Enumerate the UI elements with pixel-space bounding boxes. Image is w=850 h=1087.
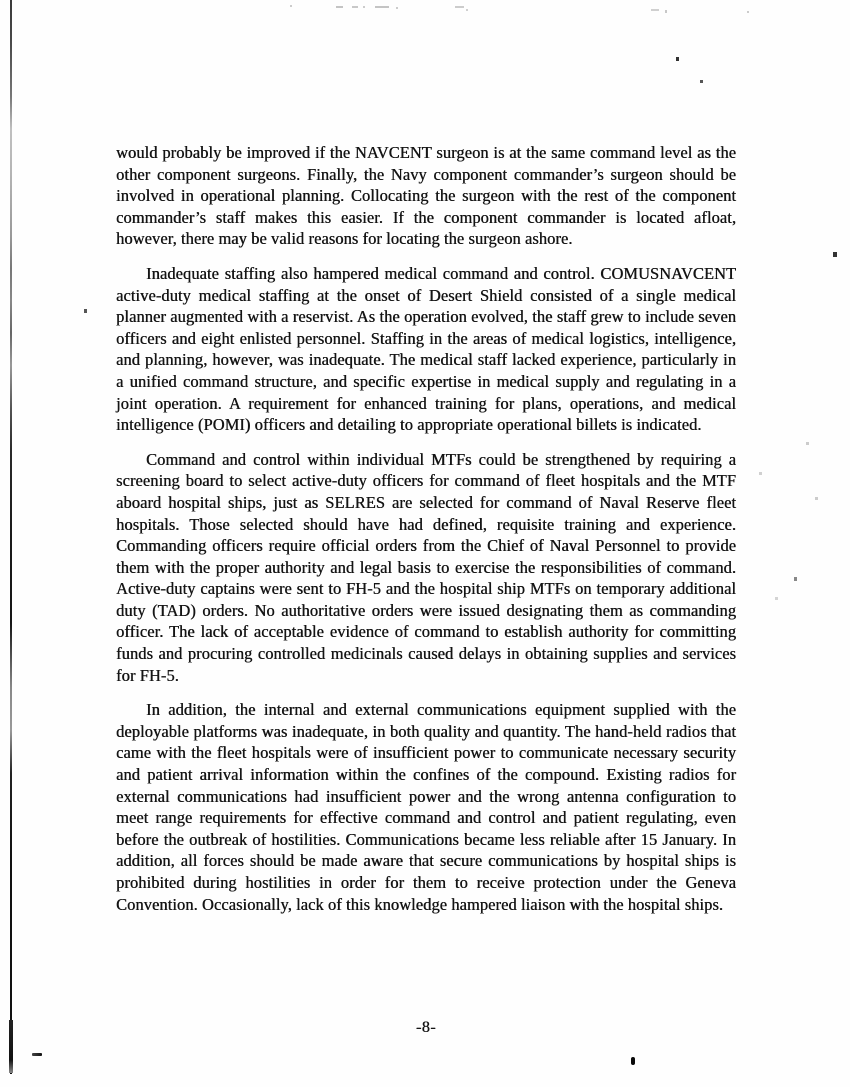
- scan-speck: [759, 472, 762, 475]
- body-text: [116, 142, 736, 928]
- scan-speck: [815, 497, 818, 500]
- scan-speck: [651, 9, 659, 11]
- scan-speck: [455, 6, 464, 8]
- scan-blot-artifact: [631, 1057, 635, 1065]
- scan-speck: [352, 6, 358, 8]
- scan-speck: [290, 5, 292, 7]
- scan-speck: [700, 80, 703, 83]
- scan-speck: [747, 11, 749, 13]
- scan-speck: [375, 6, 389, 8]
- paragraph-1: would probably be improved if the NAVCENT surgeon is at the same command level as the other component surgeons. Finally, the Navy component commander’s surgeon should be involved in operational planning. Collocating the surgeon with the rest of the component commander’s staff makes this easier. If the component commander is located afloat, however, there may be valid reasons for locating the surgeon ashore.: [116, 143, 736, 249]
- scan-speck: [396, 7, 398, 9]
- scan-speck: [336, 6, 343, 8]
- paragraph-4: In addition, the internal and external communications equipment supplied with the deployable platforms was inadequate, in both quality and quantity. The hand-held radios that came with the fleet hospitals were of insufficient power to communicate necessary security and patient arrival information within the confines of the compound. Existing radios for external communications had insufficient power and the wrong antenna configuration to meet range requirements for effective command and control and patient regulating, even before the outbreak of hostilities. Communications became less reliable after 15 January. In addition, all forces should be made aware that secure communications by hospital ships is prohibited during hostilities in order for them to receive protection under the Geneva Convention. Occasionally, lack of this knowledge hampered liaison with the hospital ships.: [116, 700, 736, 914]
- scan-dash-artifact: [32, 1053, 42, 1056]
- scan-speck: [775, 597, 778, 600]
- page-number: -8-: [415, 1019, 437, 1036]
- scan-speck: [676, 57, 679, 61]
- scan-edge-line-bottom-artifact: [9, 1020, 13, 1073]
- scan-speck: [806, 442, 809, 445]
- scan-speck: [466, 9, 468, 11]
- scan-speck: [84, 309, 87, 313]
- paragraph-3: Command and control within individual MTFs could be strengthened by requiring a screening board to select active-duty officers for command of fleet hospitals and the MTF aboard hospital ships, just as SELRES are selected for command of Naval Reserve fleet hospitals. Those selected should have had defined, requisite training and experience. Commanding officers require official orders from the Chief of Naval Personnel to provide them with the proper authority and legal basis to exercise the responsibilities of command. Active-duty captains were sent to FH-5 and the hospital ship MTFs on temporary additional duty (TAD) orders. No authoritative orders were issued designating them as commanding officer. The lack of acceptable evidence of command to establish authority for committing funds and procuring controlled medicinals caused delays in obtaining supplies and services for FH-5.: [116, 449, 736, 685]
- scan-speck: [794, 577, 797, 581]
- scan-speck: [363, 6, 365, 8]
- scan-speck: [833, 252, 837, 257]
- scan-edge-line-artifact: [10, 0, 12, 1074]
- paragraph-2: Inadequate staffing also hampered medical command and control. COMUSNAVCENT active-duty medical staffing at the onset of Desert Shield consisted of a single medical planner augmented with a reservist. As the operation evolved, the staff grew to include seven officers and eight enlisted personnel. Staffing in the areas of medical logistics, intelligence, and planning, however, was inadequate. The medical staff lacked experience, particularly in a unified command structure, and specific expertise in medical supply and regulating in a joint operation. A requirement for enhanced training for plans, operations, and medical intelligence (POMI) officers and detailing to appropriate operational billets is indicated.: [116, 263, 736, 435]
- scan-speck: [665, 10, 667, 13]
